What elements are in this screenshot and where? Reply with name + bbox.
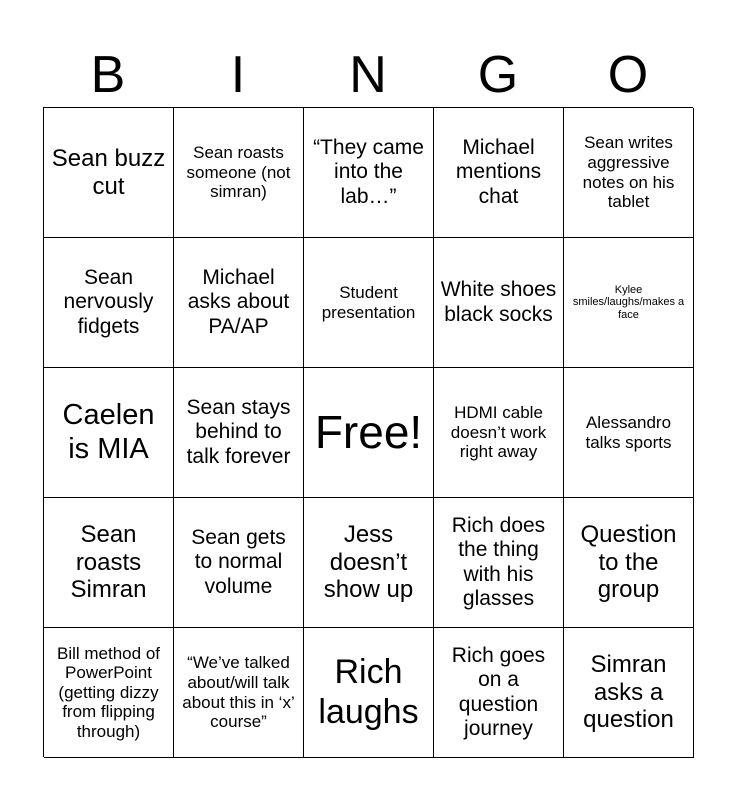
- bingo-cell[interactable]: “We’ve talked about/will talk about this in ‘x’ course”: [174, 628, 304, 758]
- bingo-cell[interactable]: HDMI cable doesn’t work right away: [434, 368, 564, 498]
- bingo-cell[interactable]: Rich does the thing with his glasses: [434, 498, 564, 628]
- header-letter-b: B: [90, 46, 126, 104]
- bingo-cell[interactable]: Jess doesn’t show up: [304, 498, 434, 628]
- bingo-cell[interactable]: White shoes black socks: [434, 238, 564, 368]
- header-letter-o: O: [607, 46, 649, 104]
- bingo-cell[interactable]: “They came into the lab…”: [304, 108, 434, 238]
- bingo-cell[interactable]: Caelen is MIA: [44, 368, 174, 498]
- bingo-cell[interactable]: Alessandro talks sports: [564, 368, 694, 498]
- header-letter-i: I: [230, 46, 246, 104]
- free-space[interactable]: Free!: [304, 368, 434, 498]
- bingo-cell[interactable]: Sean nervously fidgets: [44, 238, 174, 368]
- bingo-cell[interactable]: Bill method of PowerPoint (getting dizzy from flipping through): [44, 628, 174, 758]
- bingo-cell[interactable]: Sean buzz cut: [44, 108, 174, 238]
- bingo-cell[interactable]: Kylee smiles/laughs/makes a face: [564, 238, 694, 368]
- bingo-cell[interactable]: Question to the group: [564, 498, 694, 628]
- header-letter-n: N: [349, 46, 387, 104]
- bingo-cell[interactable]: Michael mentions chat: [434, 108, 564, 238]
- bingo-cell[interactable]: Sean roasts Simran: [44, 498, 174, 628]
- bingo-cell[interactable]: Rich goes on a question journey: [434, 628, 564, 758]
- bingo-cell[interactable]: Sean gets to normal volume: [174, 498, 304, 628]
- bingo-cell[interactable]: Michael asks about PA/AP: [174, 238, 304, 368]
- bingo-header: [43, 42, 693, 108]
- bingo-cell[interactable]: Simran asks a question: [564, 628, 694, 758]
- header-letter-g: G: [477, 46, 519, 104]
- bingo-grid: [43, 107, 693, 757]
- bingo-cell[interactable]: Sean roasts someone (not simran): [174, 108, 304, 238]
- bingo-cell[interactable]: Rich laughs: [304, 628, 434, 758]
- bingo-cell[interactable]: Sean writes aggressive notes on his tablet: [564, 108, 694, 238]
- bingo-cell[interactable]: Student presentation: [304, 238, 434, 368]
- bingo-cell[interactable]: Sean stays behind to talk forever: [174, 368, 304, 498]
